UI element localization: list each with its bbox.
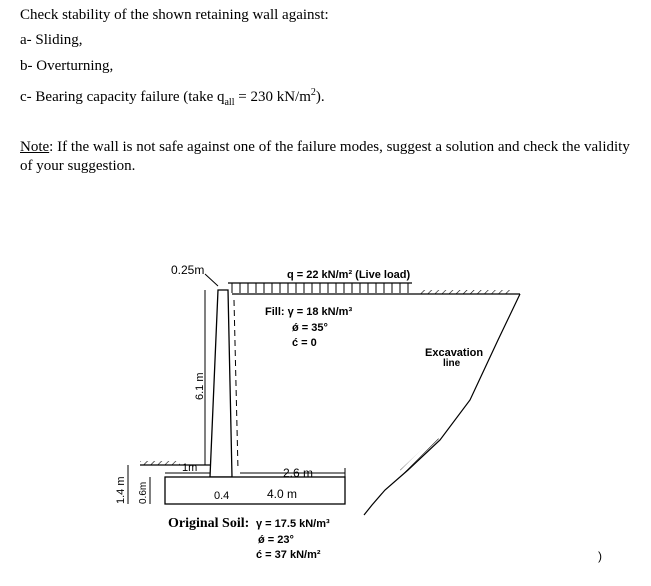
backfill-hatch — [420, 290, 510, 294]
base-slab — [165, 477, 345, 504]
item-overturning: b- Overturning, — [20, 58, 114, 74]
item-sliding: a- Sliding, — [20, 32, 83, 48]
original-soil-cohesion: ć = 37 kN/m² — [256, 549, 321, 561]
note-label: Note — [20, 139, 50, 155]
note-text: : If the wall is not safe against one of the failure modes, suggest a solution and check the validity of your suggestion. — [20, 139, 630, 174]
base-thickness-label: 0.6m — [138, 481, 149, 504]
wall-height-label: 6.1 m — [194, 372, 206, 400]
qall-exponent: 2 — [310, 87, 316, 98]
stem-dashed-line — [234, 300, 238, 470]
corner-mark: ) — [598, 549, 602, 563]
original-soil-title: Original Soil: — [168, 516, 250, 531]
problem-title: Check stability of the shown retaining wall against: — [20, 7, 329, 23]
fill-cohesion: ć = 0 — [292, 337, 317, 349]
qall-value: = 230 kN/m — [234, 89, 311, 105]
embed-depth-label: 1.4 m — [115, 476, 127, 504]
heel-length-label: 2.6 m — [283, 466, 314, 480]
excavation-line — [364, 294, 520, 515]
stem-base-width-label: 0.4 — [214, 490, 230, 502]
live-load-label: q = 22 kN/m² (Live load) — [287, 269, 411, 281]
qall-end: ). — [315, 89, 325, 105]
surcharge-arrows — [228, 283, 412, 293]
fill-phi: ǿ = 35° — [292, 322, 328, 334]
front-ground-hatch — [140, 461, 180, 465]
base-width-label: 4.0 m — [267, 487, 298, 501]
original-soil-phi: ǿ = 23° — [258, 534, 294, 546]
original-soil-gamma: γ = 17.5 kN/m³ — [256, 518, 330, 530]
excavation-hatch — [400, 436, 440, 474]
wall-stem — [210, 290, 232, 477]
excavation-label-2: line — [443, 358, 461, 369]
item-bearing-text: c- Bearing capacity failure (take q — [20, 89, 225, 105]
excavation-label-1: Excavation — [425, 347, 484, 359]
toe-length-label: 1m — [182, 462, 198, 474]
fill-title: Fill: γ = 18 kN/m³ — [265, 306, 353, 318]
top-width-leader — [205, 274, 218, 286]
qall-subscript: all — [224, 97, 235, 108]
stem-top-width-label: 0.25m — [171, 263, 205, 277]
